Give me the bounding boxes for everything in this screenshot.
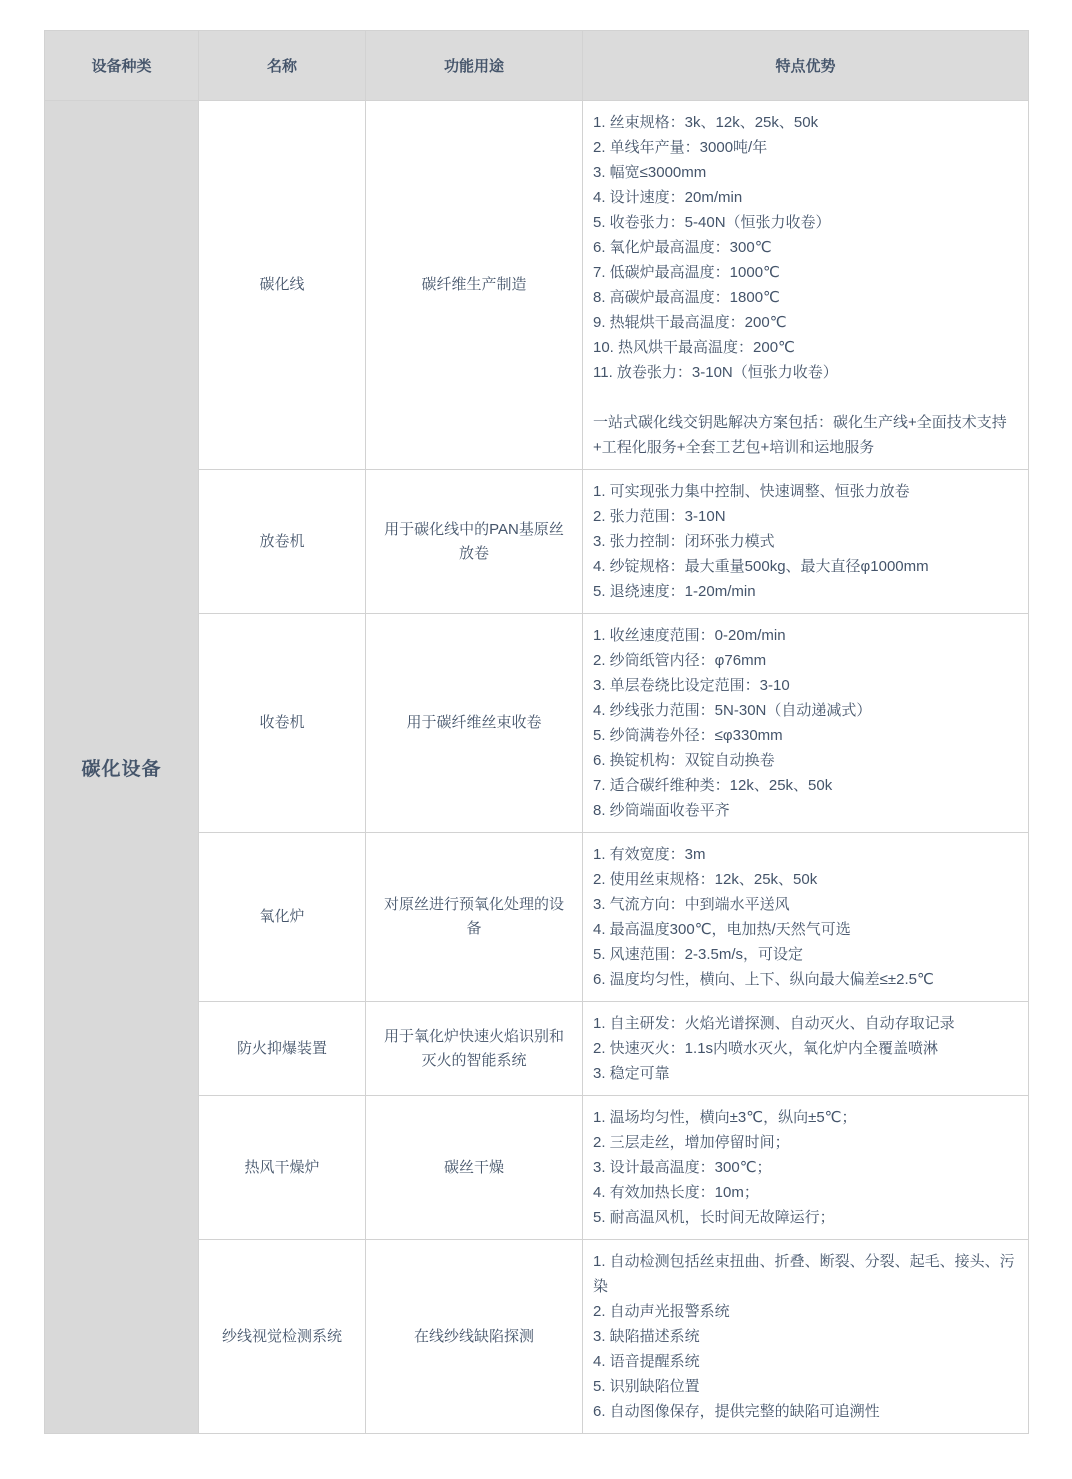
- equipment-function-cell: 用于氧化炉快速火焰识别和灭火的智能系统: [366, 1002, 583, 1096]
- equipment-name-cell: 收卷机: [199, 614, 366, 833]
- equipment-function-cell: 碳丝干燥: [366, 1096, 583, 1240]
- column-header-name: 名称: [199, 31, 366, 101]
- turnkey-note-line: 一站式碳化线交钥匙解决方案包括：碳化生产线+全面技术支持+工程化服务+全套工艺包+培训和运地服务: [593, 414, 1007, 456]
- feature-line: 3. 单层卷绕比设定范围：3-10: [593, 677, 790, 694]
- feature-line: 7. 适合碳纤维种类：12k、25k、50k: [593, 777, 833, 794]
- feature-line: 5. 耐高温风机，长时间无故障运行；: [593, 1209, 835, 1226]
- equipment-function-cell: 用于碳化线中的PAN基原丝放卷: [366, 470, 583, 614]
- feature-line: 1. 丝束规格：3k、12k、25k、50k: [593, 114, 819, 131]
- table-body: [45, 101, 1029, 1434]
- feature-line: 8. 纱筒端面收卷平齐: [593, 802, 730, 819]
- feature-line: 7. 低碳炉最高温度：1000℃: [593, 264, 780, 281]
- feature-line: 2. 张力范围：3-10N: [593, 508, 726, 525]
- equipment-function-cell: 用于碳纤维丝束收卷: [366, 614, 583, 833]
- equipment-features-cell: [583, 1096, 1029, 1240]
- feature-line: 1. 可实现张力集中控制、快速调整、恒张力放卷: [593, 483, 910, 500]
- feature-line: 4. 设计速度：20m/min: [593, 189, 743, 206]
- column-header-device-type: 设备种类: [45, 31, 199, 101]
- feature-line: 8. 高碳炉最高温度：1800℃: [593, 289, 780, 306]
- feature-line: 3. 气流方向：中到端水平送风: [593, 896, 790, 913]
- feature-line: 4. 纱锭规格：最大重量500kg、最大直径φ1000mm: [593, 558, 929, 575]
- feature-line: 2. 三层走丝，增加停留时间；: [593, 1134, 790, 1151]
- feature-line: 6. 换锭机构：双锭自动换卷: [593, 752, 775, 769]
- feature-line: 4. 语音提醒系统: [593, 1353, 700, 1370]
- feature-line: 3. 幅宽≤3000mm: [593, 164, 707, 181]
- feature-line: 6. 自动图像保存，提供完整的缺陷可追溯性: [593, 1403, 880, 1420]
- feature-line: 2. 使用丝束规格：12k、25k、50k: [593, 871, 818, 888]
- feature-line: 2. 快速灭火：1.1s内喷水灭火，氧化炉内全覆盖喷淋: [593, 1040, 939, 1057]
- equipment-name-cell: 防火抑爆装置: [199, 1002, 366, 1096]
- equipment-name-cell: 氧化炉: [199, 833, 366, 1002]
- feature-line: 11. 放卷张力：3-10N（恒张力收卷）: [593, 364, 838, 381]
- feature-line: 2. 单线年产量：3000吨/年: [593, 139, 768, 156]
- equipment-features-cell: [583, 833, 1029, 1002]
- feature-line: 2. 自动声光报警系统: [593, 1303, 730, 1320]
- feature-line: 3. 张力控制：闭环张力模式: [593, 533, 775, 550]
- equipment-features-cell: [583, 101, 1029, 470]
- column-header-function: 功能用途: [366, 31, 583, 101]
- equipment-features-cell: [583, 614, 1029, 833]
- equipment-name-cell: 碳化线: [199, 101, 366, 470]
- feature-line: 6. 温度均匀性，横向、上下、纵向最大偏差≤±2.5℃: [593, 971, 934, 988]
- feature-line: 3. 稳定可靠: [593, 1065, 670, 1082]
- equipment-function-cell: 在线纱线缺陷探测: [366, 1240, 583, 1434]
- equipment-features-cell: [583, 1002, 1029, 1096]
- equipment-features-cell: [583, 1240, 1029, 1434]
- equipment-function-cell: 对原丝进行预氧化处理的设备: [366, 833, 583, 1002]
- feature-line: 5. 收卷张力：5-40N（恒张力收卷）: [593, 214, 831, 231]
- feature-line: 1. 收丝速度范围：0-20m/min: [593, 627, 786, 644]
- feature-line: 3. 设计最高温度：300℃；: [593, 1159, 772, 1176]
- feature-line: 4. 最高温度300℃，电加热/天然气可选: [593, 921, 851, 938]
- equipment-features-cell: [583, 470, 1029, 614]
- table-header-row: [45, 31, 1029, 101]
- feature-line: 4. 纱线张力范围：5N-30N（自动递减式）: [593, 702, 872, 719]
- feature-line: 5. 纱筒满卷外径：≤φ330mm: [593, 727, 783, 744]
- equipment-name-cell: 热风干燥炉: [199, 1096, 366, 1240]
- feature-line: 6. 氧化炉最高温度：300℃: [593, 239, 772, 256]
- equipment-name-cell: 放卷机: [199, 470, 366, 614]
- feature-line: 4. 有效加热长度：10m；: [593, 1184, 759, 1201]
- feature-line: 1. 有效宽度：3m: [593, 846, 706, 863]
- feature-line: 1. 自主研发：火焰光谱探测、自动灭火、自动存取记录: [593, 1015, 955, 1032]
- equipment-spec-table: [44, 30, 1029, 1434]
- feature-line: 1. 自动检测包括丝束扭曲、折叠、断裂、分裂、起毛、接头、污染: [593, 1253, 1015, 1295]
- feature-line: 5. 识别缺陷位置: [593, 1378, 700, 1395]
- feature-line: 10. 热风烘干最高温度：200℃: [593, 339, 795, 356]
- feature-line: 2. 纱筒纸管内径：φ76mm: [593, 652, 767, 669]
- feature-line: 5. 风速范围：2-3.5m/s，可设定: [593, 946, 804, 963]
- feature-line: 3. 缺陷描述系统: [593, 1328, 700, 1345]
- equipment-name-cell: 纱线视觉检测系统: [199, 1240, 366, 1434]
- feature-line: 9. 热辊烘干最高温度：200℃: [593, 314, 787, 331]
- column-header-advantages: 特点优势: [583, 31, 1029, 101]
- feature-line: 5. 退绕速度：1-20m/min: [593, 583, 756, 600]
- feature-line: 1. 温场均匀性，横向±3℃，纵向±5℃；: [593, 1109, 857, 1126]
- table-row: [45, 101, 1029, 470]
- category-cell: 碳化设备: [45, 101, 199, 1434]
- equipment-function-cell: 碳纤维生产制造: [366, 101, 583, 470]
